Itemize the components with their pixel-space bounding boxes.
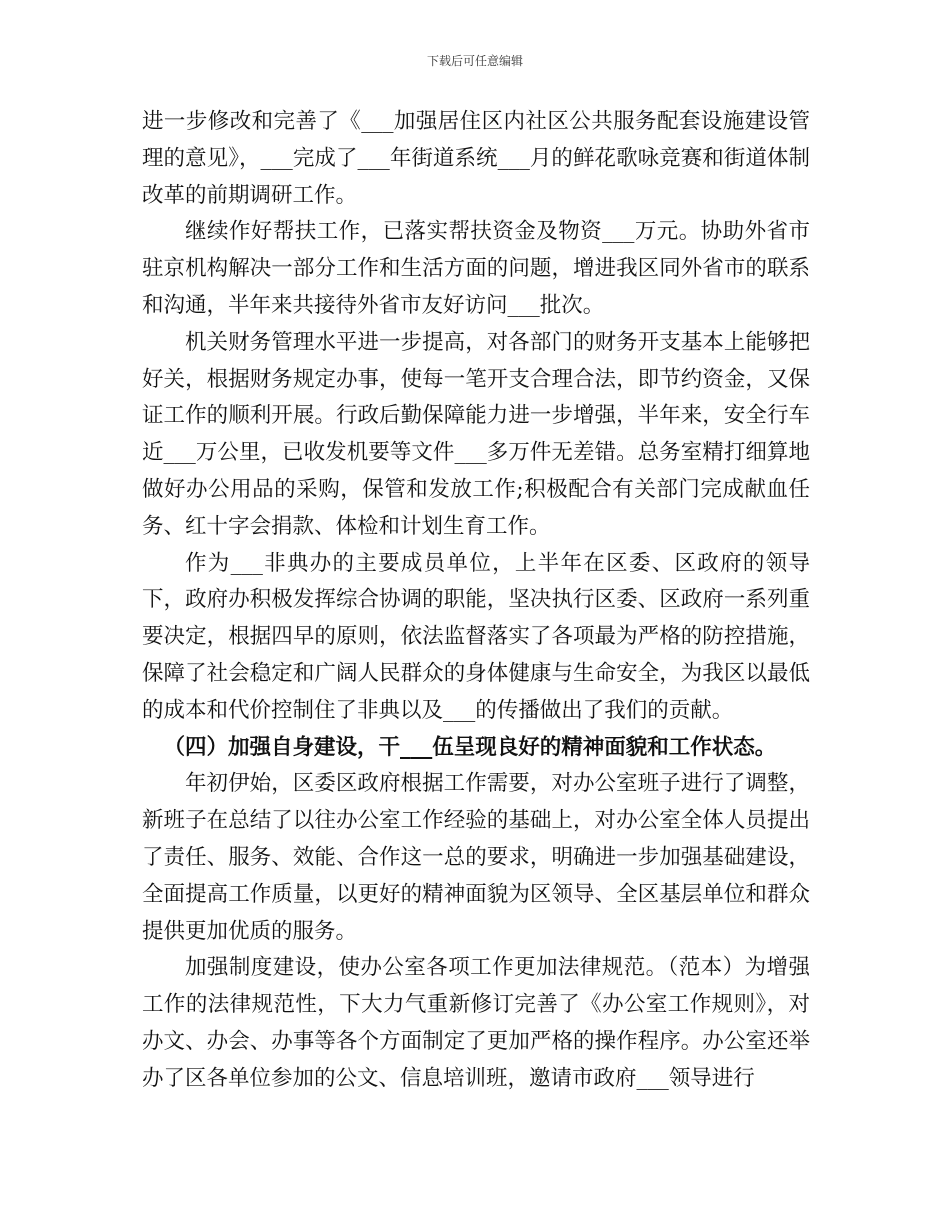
paragraph-5: 年初伊始，区委区政府根据工作需要，对办公室班子进行了调整，新班子在总结了以往办公室工作经验的基础上，对办公室全体人员提出了责任、服务、效能、合作这一总的要求，明确进一步加强基础建设，全面提高工作质量，以更好的精神面貌为区领导、全区基层单位和群众提供更加优质的服务。 xyxy=(142,771,810,944)
paragraph-2: 继续作好帮扶工作，已落实帮扶资金及物资___万元。协助外省市驻京机构解决一部分工作和生活方面的问题，增进我区同外省市的联系和沟通，半年来共接待外省市友好访问___批次。 xyxy=(142,219,810,318)
page-header: 下载后可任意编辑 xyxy=(426,54,523,68)
paragraph-6: 加强制度建设，使办公室各项工作更加法律规范。（范本）为增强工作的法律规范性，下大力气重新修订完善了《办公室工作规则》，对办文、办会、办事等各个方面制定了更加严格的操作程序。办公室还举办了区各单位参加的公文、信息培训班，邀请市政府___领导进行 xyxy=(142,955,810,1091)
document-body xyxy=(142,104,810,1098)
paragraph-1: 进一步修改和完善了《___加强居住区内社区公共服务配套设施建设管理的意见》，___完成了___年街道系统___月的鲜花歌咏竞赛和街道体制改革的前期调研工作。 xyxy=(142,109,810,208)
paragraph-4: 作为___非典办的主要成员单位，上半年在区委、区政府的领导下，政府办积极发挥综合协调的职能，坚决执行区委、区政府一系列重要决定，根据四早的原则，依法监督落实了各项最为严格的防控措施，保障了社会稳定和广阔人民群众的身体健康与生命安全，为我区以最低的成本和代价控制住了非典以及___的传播做出了我们的贡献。 xyxy=(142,550,810,723)
section-heading: （四）加强自身建设，干___伍呈现良好的精神面貌和工作状态。 xyxy=(163,734,777,760)
paragraph-3: 机关财务管理水平进一步提高，对各部门的财务开支基本上能够把好关，根据财务规定办事，使每一笔开支合理合法，即节约资金，又保证工作的顺利开展。行政后勤保障能力进一步增强，半年来，安全行车近___万公里，已收发机要等文件___多万件无差错。总务室精打细算地做好办公用品的采购，保管和发放工作;积极配合有关部门完成献血任务、红十字会捐款、体检和计划生育工作。 xyxy=(142,329,810,539)
